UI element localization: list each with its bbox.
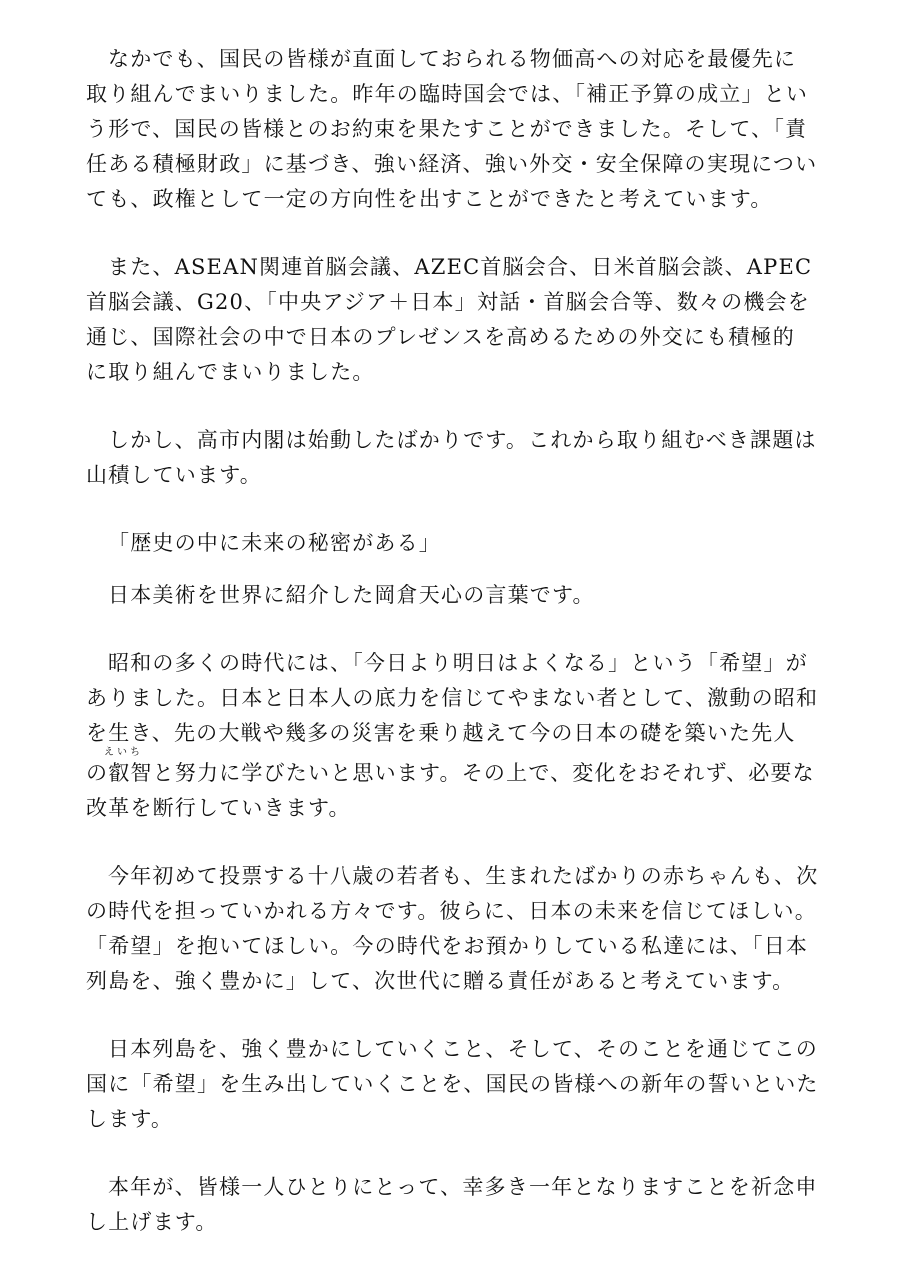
- paragraph-8-line-2: 国に「希望」を生み出していくことを、国民の皆様への新年の誓いといた: [86, 1072, 819, 1096]
- paragraph-1-line-2: 取り組んでまいりました。昨年の臨時国会では、「補正予算の成立」とい: [86, 82, 809, 106]
- paragraph-1-line-5: ても、政権として一定の方向性を出すことができたと考えています。: [86, 187, 773, 211]
- ruby-annotation: えいち: [104, 747, 143, 758]
- paragraph-1-line-4: 任ある積極財政」に基づき、強い経済、強い外交・安全保障の実現につい: [86, 152, 818, 176]
- quote-attribution: 日本美術を世界に紹介した岡倉天心の言葉です。: [108, 583, 595, 607]
- paragraph-7-line-4: 列島を、強く豊かに」して、次世代に贈る責任があると考えています。: [86, 969, 795, 993]
- paragraph-2-line-4: に取り組んでまいりました。: [86, 360, 375, 384]
- paragraph-6-line-2: ありました。日本と日本人の底力を信じてやまない者として、激動の昭和: [86, 686, 819, 710]
- paragraph-6-line-1: 昭和の多くの時代には、「今日より明日はよくなる」という「希望」が: [108, 651, 808, 675]
- paragraph-3-line-2: 山積しています。: [86, 463, 262, 487]
- paragraph-1-line-1: なかでも、国民の皆様が直面しておられる物価高への対応を最優先に: [108, 47, 797, 71]
- paragraph-2-line-1: また、ASEAN関連首脳会議、AZEC首脳会合、日米首脳会談、APEC: [108, 255, 813, 279]
- paragraph-7-line-2: の時代を担っていかれる方々です。彼らに、日本の未来を信じてほしい。: [86, 899, 817, 923]
- paragraph-2-line-3: 通じ、国際社会の中で日本のプレゼンスを高めるための外交にも積極的: [86, 325, 795, 349]
- paragraph-8-line-3: します。: [86, 1107, 174, 1131]
- paragraph-3-line-1: しかし、高市内閣は始動したばかりです。これから取り組むべき課題は: [108, 428, 817, 452]
- quote-line: 「歴史の中に未来の秘密がある」: [108, 531, 441, 555]
- paragraph-7-line-1: 今年初めて投票する十八歳の若者も、生まれたばかりの赤ちゃんも、次: [108, 864, 819, 888]
- paragraph-7-line-3: 「希望」を抱いてほしい。今の時代をお預かりしている私達には、「日本: [86, 934, 809, 958]
- paragraph-8-line-1: 日本列島を、強く豊かにしていくこと、そして、そのことを通じてこの: [108, 1037, 818, 1061]
- paragraph-6-line-3: を生き、先の大戦や幾多の災害を乗り越えて今の日本の礎を築いた先人: [86, 721, 796, 745]
- paragraph-6-line-5: 改革を断行していきます。: [86, 796, 351, 820]
- paragraph-9-line-2: し上げます。: [86, 1210, 218, 1234]
- paragraph-6-line-4: の叡智と努力に学びたいと思います。その上で、変化をおそれず、必要な: [86, 761, 815, 785]
- paragraph-2-line-2: 首脳会議、G20、「中央アジア＋日本」対話・首脳会合等、数々の機会を: [86, 290, 810, 314]
- paragraph-1-line-3: う形で、国民の皆様とのお約束を果たすことができました。そして、「責: [86, 117, 808, 141]
- paragraph-9-line-1: 本年が、皆様一人ひとりにとって、幸多き一年となりますことを祈念申: [108, 1175, 818, 1199]
